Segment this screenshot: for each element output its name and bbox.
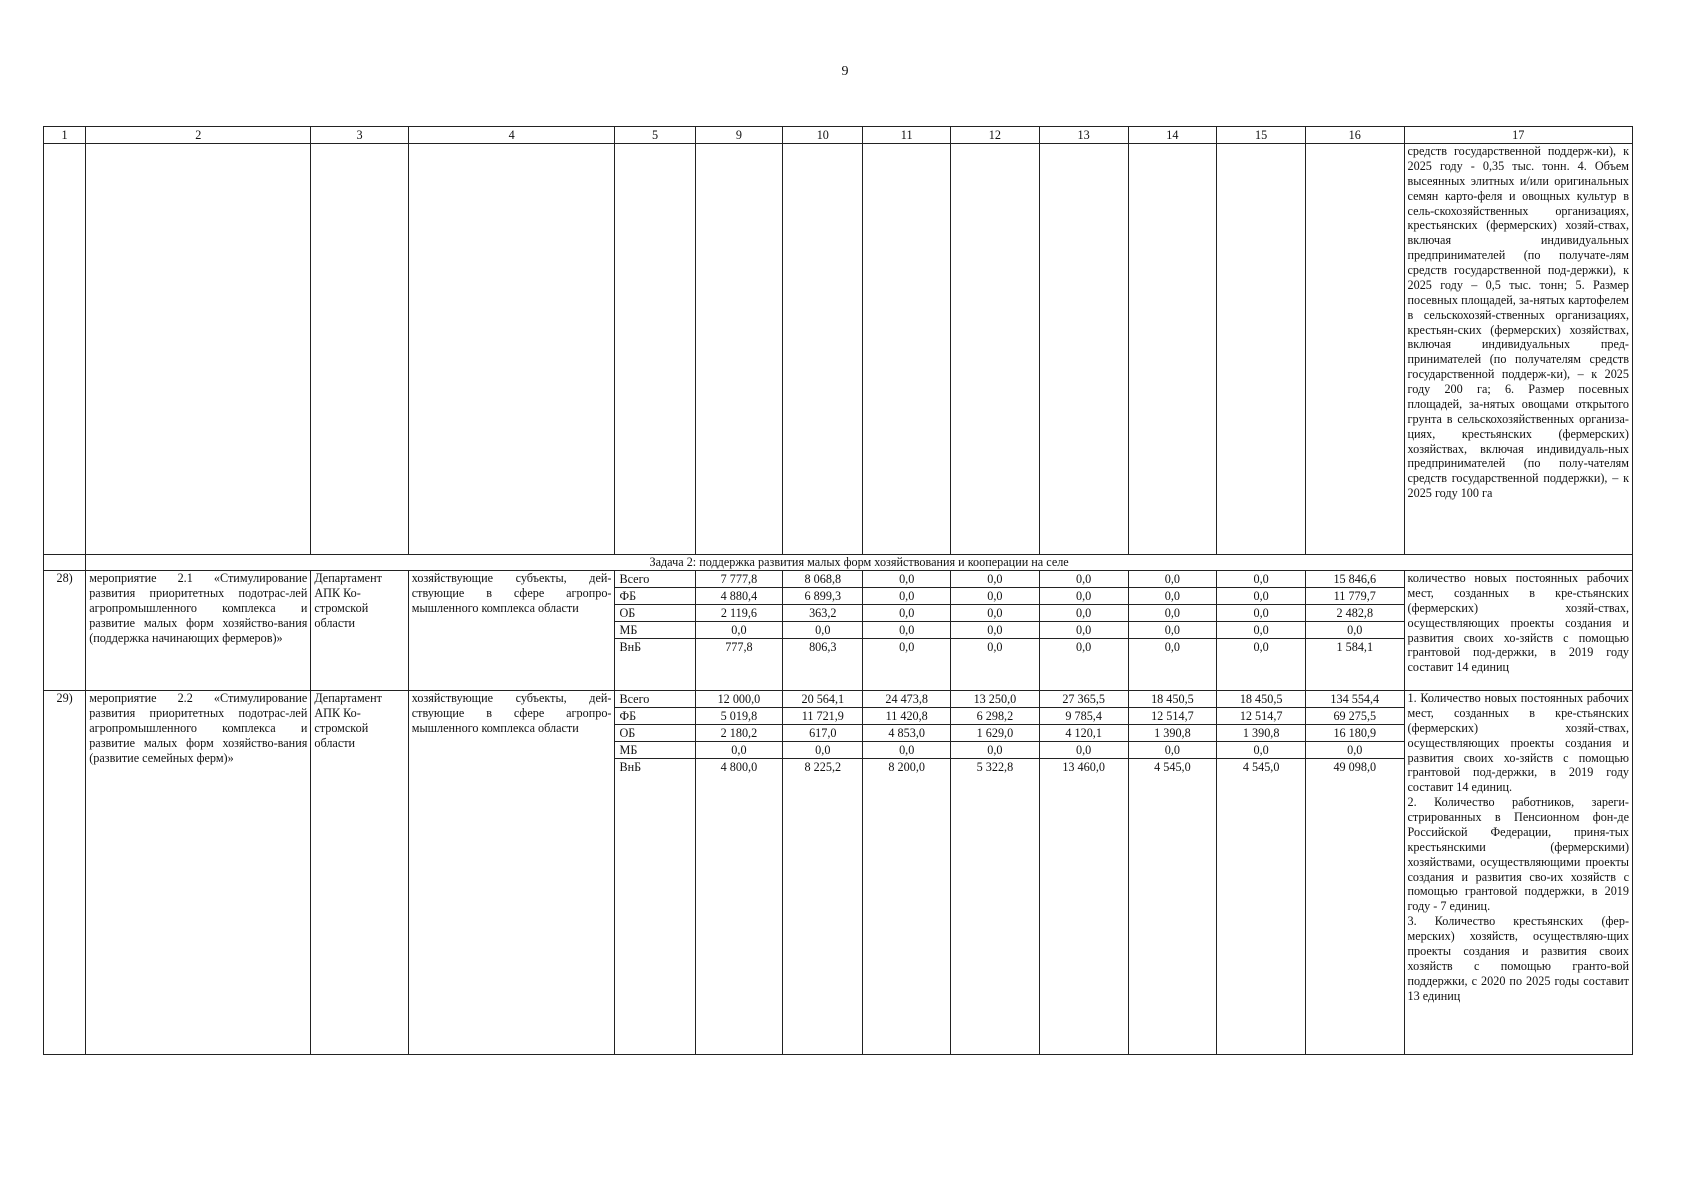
value-cell: 0,0	[1217, 622, 1305, 639]
value-cell: 0,0	[1306, 622, 1404, 639]
col-header: 14	[1128, 127, 1217, 144]
value-cell: 0,0	[951, 588, 1039, 605]
value-cell: 0,0	[1217, 605, 1305, 622]
value-cell: 0,0	[1129, 605, 1217, 622]
year-values-10	[783, 691, 863, 1055]
participants: хозяйствующие субъекты, дей-ствующие в сфере агропро-мышленного комплекса области	[408, 571, 615, 691]
value-cell: 0,0	[863, 605, 950, 622]
row-number: 29)	[44, 691, 86, 1055]
value-cell: 1 629,0	[951, 725, 1039, 742]
task-heading: Задача 2: поддержка развития малых форм хозяйствования и кооперации на селе	[86, 555, 1633, 571]
year-values-13	[1039, 571, 1128, 691]
col-header: 10	[783, 127, 863, 144]
measure-name: мероприятие 2.2 «Стимулирование развития приоритетных подотрас-лей агропромышленного комплекса и развитие малых форм хозяйство-вания (развитие семейных ферм)»	[86, 691, 311, 1055]
col-header: 16	[1306, 127, 1405, 144]
value-cell: 134 554,4	[1306, 691, 1404, 708]
value-cell: 13 460,0	[1062, 760, 1105, 774]
value-cell: 49 098,0	[1333, 760, 1377, 774]
result-text-continued: средств государственной поддерж-ки), к 2025 году - 0,35 тыс. тонн. 4. Объем высеянных элитных и/или оригинальных семян карто-феля и овощных культур в сель-скохозяйственных организациях, крестьянских (фермерских) хозяй-ствах, включая индивидуальных предпринимателей (по получате-лям средств государственной под-держки), к 2025 году – 0,5 тыс. тонн; 5. Размер посевных площадей, за-нятых картофелем в сельскохозяй-ственных организациях, крестьян-ских (фермерских) хозяйствах, включая индивидуальных пред-принимателей (по получателям средств государственной поддерж-ки), – к 2025 году 200 га; 6. Размер посевных площадей, за-нятых овощами открытого грунта в сельскохозяйственных организа-циях, крестьянских (фермерских) хозяйствах, включая индивидуаль-ных предпринимателей (по полу-чателям средств государственной поддержки), – к 2025 году 100 га	[1404, 144, 1632, 555]
value-cell: 6 298,2	[951, 708, 1039, 725]
year-values-14	[1128, 691, 1217, 1055]
program-table	[43, 126, 1633, 1055]
col-header: 3	[311, 127, 408, 144]
value-cell: 1 390,8	[1217, 725, 1305, 742]
page-number: 9	[841, 64, 849, 79]
expected-result: количество новых постоянных рабочих мест, созданных в кре-стьянских (фермерских) хозяй-ствах, осуществляющих проекты создания и развития своих хо-зяйств с помощью грантовой под-держки, в 2019 году составит 14 единиц	[1404, 571, 1632, 691]
value-cell: 5 019,8	[696, 708, 783, 725]
result-paragraph: 3. Количество крестьянских (фер-мерских) хозяйств, осуществляю-щих проекты создания и развития своих хозяйств с помощью гранто-вой поддержки, с 2020 по 2025 годы составит 13 единиц	[1407, 914, 1629, 1003]
row-number: 28)	[44, 571, 86, 691]
value-cell: 0,0	[1253, 640, 1269, 654]
value-cell: 0,0	[783, 622, 862, 639]
col-header: 12	[951, 127, 1040, 144]
value-cell: 0,0	[783, 742, 862, 759]
value-cell: 0,0	[951, 622, 1039, 639]
table-row	[44, 571, 1633, 691]
executor: Департамент АПК Ко-стромской области	[311, 571, 408, 691]
funding-sources	[615, 691, 695, 1055]
measure-name: мероприятие 2.1 «Стимулирование развития приоритетных подотрас-лей агропромышленного комплекса и развитие малых форм хозяйство-вания (поддержка начинающих фермеров)»	[86, 571, 311, 691]
value-cell: 0,0	[987, 640, 1003, 654]
header-row	[44, 127, 1633, 144]
col-header: 11	[863, 127, 951, 144]
expected-result	[1404, 691, 1632, 1055]
value-cell: 5 322,8	[976, 760, 1014, 774]
source-label: ОБ	[615, 605, 694, 622]
year-values-15	[1217, 691, 1306, 1055]
year-values-13	[1039, 691, 1128, 1055]
year-values-10	[783, 571, 863, 691]
participants: хозяйствующие субъекты, дей-ствующие в сфере агропро-мышленного комплекса области	[408, 691, 615, 1055]
value-cell: 8 225,2	[804, 760, 842, 774]
year-values-12	[951, 571, 1040, 691]
value-cell: 0,0	[1129, 622, 1217, 639]
result-paragraph: 2. Количество работников, зареги-стрированных в Пенсионном фон-де Российской Федерации, приня-тых крестьянскими (фермерскими) хозяйствами, осуществляющими проекты создания и развития сво-их хозяйств с помощью грантовой поддержки, в 2019 году - 7 единиц.	[1407, 795, 1629, 914]
source-label: МБ	[615, 622, 694, 639]
source-label: ВнБ	[619, 760, 642, 774]
value-cell: 0,0	[951, 571, 1039, 588]
value-cell: 12 514,7	[1217, 708, 1305, 725]
col-header: 4	[408, 127, 615, 144]
value-cell: 617,0	[783, 725, 862, 742]
value-cell: 15 846,6	[1306, 571, 1404, 588]
value-cell: 0,0	[1217, 571, 1305, 588]
col-header: 15	[1217, 127, 1306, 144]
value-cell: 2 119,6	[696, 605, 783, 622]
value-cell: 777,8	[725, 640, 753, 654]
value-cell: 12 514,7	[1129, 708, 1217, 725]
value-cell: 2 482,8	[1306, 605, 1404, 622]
source-label: ОБ	[615, 725, 694, 742]
value-cell: 24 473,8	[863, 691, 950, 708]
value-cell: 11 420,8	[863, 708, 950, 725]
col-header: 9	[695, 127, 783, 144]
value-cell: 0,0	[1040, 742, 1128, 759]
value-cell: 4 545,0	[1242, 760, 1280, 774]
col-header: 1	[44, 127, 86, 144]
value-cell: 16 180,9	[1306, 725, 1404, 742]
value-cell: 8 200,0	[888, 760, 925, 774]
value-cell: 1 584,1	[1336, 640, 1374, 654]
col-header: 5	[615, 127, 695, 144]
value-cell: 0,0	[863, 571, 950, 588]
col-header: 13	[1039, 127, 1128, 144]
task-heading-row	[44, 555, 1633, 571]
value-cell: 7 777,8	[696, 571, 783, 588]
value-cell: 0,0	[1306, 742, 1404, 759]
col-header: 17	[1404, 127, 1632, 144]
value-cell: 0,0	[696, 622, 783, 639]
value-cell: 69 275,5	[1306, 708, 1404, 725]
funding-sources	[615, 571, 695, 691]
value-cell: 9 785,4	[1040, 708, 1128, 725]
year-values-11	[863, 571, 951, 691]
value-cell: 0,0	[1164, 640, 1180, 654]
value-cell: 0,0	[1040, 605, 1128, 622]
value-cell: 0,0	[1129, 571, 1217, 588]
value-cell: 4 545,0	[1154, 760, 1191, 774]
total-values	[1306, 691, 1405, 1055]
value-cell: 0,0	[951, 742, 1039, 759]
value-cell: 27 365,5	[1040, 691, 1128, 708]
value-cell: 0,0	[863, 742, 950, 759]
value-cell: 11 779,7	[1306, 588, 1404, 605]
value-cell: 4 120,1	[1040, 725, 1128, 742]
executor: Департамент АПК Ко-стромской области	[311, 691, 408, 1055]
source-label: МБ	[615, 742, 694, 759]
col-header: 2	[86, 127, 311, 144]
value-cell: 1 390,8	[1129, 725, 1217, 742]
value-cell: 0,0	[863, 622, 950, 639]
value-cell: 0,0	[1217, 742, 1305, 759]
source-label: ВнБ	[619, 640, 642, 654]
source-label: ФБ	[615, 708, 694, 725]
value-cell: 0,0	[951, 605, 1039, 622]
value-cell: 0,0	[863, 588, 950, 605]
value-cell: 4 880,4	[696, 588, 783, 605]
year-values-14	[1128, 571, 1217, 691]
value-cell: 11 721,9	[783, 708, 862, 725]
value-cell: 20 564,1	[783, 691, 862, 708]
value-cell: 806,3	[809, 640, 837, 654]
value-cell: 0,0	[899, 640, 915, 654]
value-cell: 0,0	[1129, 588, 1217, 605]
table-row	[44, 691, 1633, 1055]
source-label: Всего	[615, 691, 694, 708]
value-cell: 18 450,5	[1129, 691, 1217, 708]
value-cell: 363,2	[783, 605, 862, 622]
value-cell: 0,0	[1217, 588, 1305, 605]
year-values-9	[695, 571, 783, 691]
source-label: Всего	[615, 571, 694, 588]
value-cell: 0,0	[1040, 571, 1128, 588]
value-cell: 0,0	[696, 742, 783, 759]
value-cell: 0,0	[1040, 588, 1128, 605]
value-cell: 0,0	[1040, 622, 1128, 639]
value-cell: 12 000,0	[696, 691, 783, 708]
value-cell: 6 899,3	[783, 588, 862, 605]
value-cell: 8 068,8	[783, 571, 862, 588]
value-cell: 13 250,0	[951, 691, 1039, 708]
value-cell: 2 180,2	[696, 725, 783, 742]
value-cell: 4 853,0	[863, 725, 950, 742]
year-values-9	[695, 691, 783, 1055]
value-cell: 18 450,5	[1217, 691, 1305, 708]
value-cell: 0,0	[1129, 742, 1217, 759]
year-values-15	[1217, 571, 1306, 691]
result-paragraph: 1. Количество новых постоянных рабочих мест, созданных в кре-стьянских (фермерских) хозяй-ствах, осуществляющих проекты создания и развития своих хо-зяйств с помощью грантовой под-держки, в 2019 году составит 14 единиц.	[1407, 691, 1629, 795]
total-values	[1306, 571, 1405, 691]
source-label: ФБ	[615, 588, 694, 605]
year-values-11	[863, 691, 951, 1055]
continuation-row	[44, 144, 1633, 555]
year-values-12	[951, 691, 1040, 1055]
value-cell: 4 800,0	[720, 760, 758, 774]
value-cell: 0,0	[1076, 640, 1092, 654]
